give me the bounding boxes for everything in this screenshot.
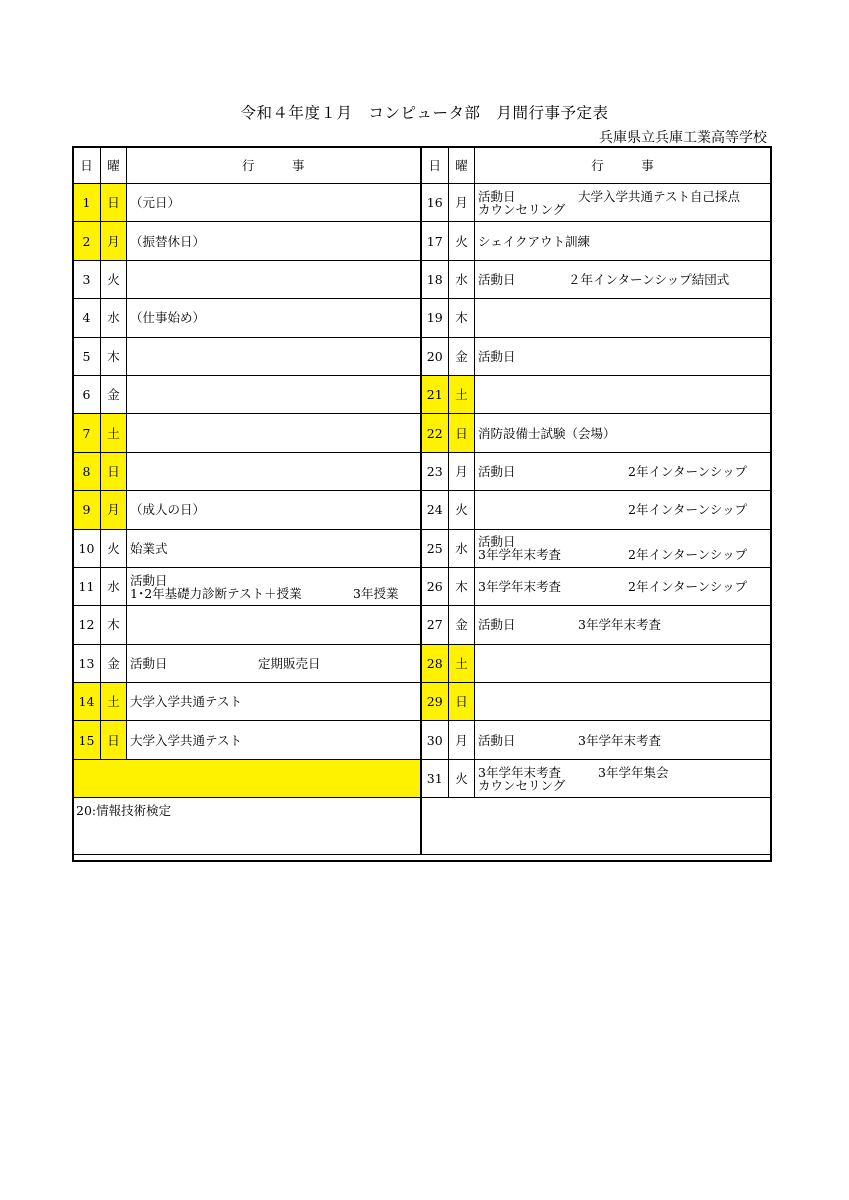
- event-cell: [127, 567, 421, 605]
- day-row: [73, 683, 771, 721]
- event-text: 活動日: [478, 188, 516, 204]
- event-cell: [475, 452, 771, 490]
- event-text: 大学入学共通テスト: [130, 732, 243, 748]
- day-number: 21: [421, 375, 449, 413]
- weekday: 土: [449, 644, 475, 682]
- event-cell: [475, 337, 771, 375]
- event-text: 3年学年末考査: [578, 732, 661, 748]
- day-number: 11: [73, 567, 101, 605]
- memo-right: [421, 798, 771, 855]
- event-text: 3年学年末考査: [578, 617, 661, 633]
- event-text: 2年インターンシップ: [628, 463, 748, 479]
- weekday: 火: [449, 491, 475, 529]
- event-text: 2年インターンシップ: [628, 502, 748, 518]
- day-number: 3: [73, 260, 101, 298]
- day-number: 27: [421, 606, 449, 644]
- weekday: 日: [101, 721, 127, 759]
- event-cell: [475, 375, 771, 413]
- event-cell: [475, 491, 771, 529]
- weekday: 土: [101, 414, 127, 452]
- weekday: 月: [101, 222, 127, 260]
- day-number: 4: [73, 299, 101, 337]
- event-text: カウンセリング: [478, 777, 566, 793]
- event-text: シェイクアウト訓練: [478, 233, 591, 249]
- day-number: 17: [421, 222, 449, 260]
- event-cell: [475, 529, 771, 567]
- event-cell: [475, 759, 771, 797]
- memo-text: 20:情報技術検定: [76, 803, 172, 819]
- event-line: [130, 587, 420, 600]
- event-line: [130, 311, 420, 324]
- event-cell: [475, 567, 771, 605]
- event-cell: [127, 452, 421, 490]
- day-number: 9: [73, 491, 101, 529]
- day-number: 10: [73, 529, 101, 567]
- header-row: [73, 147, 771, 184]
- event-text: 大学入学共通テスト自己採点: [578, 188, 741, 204]
- event-cell: [127, 606, 421, 644]
- event-line: [478, 503, 770, 516]
- schedule-table: [72, 146, 771, 855]
- event-text: 3年学年集会: [598, 764, 669, 780]
- event-cell: [127, 414, 421, 452]
- weekday: 火: [449, 222, 475, 260]
- event-cell: [475, 644, 771, 682]
- day-number: 1: [73, 184, 101, 222]
- empty-highlight-cell: [73, 759, 421, 797]
- event-text: 活動日: [130, 572, 168, 588]
- event-text: 3年学年末考査: [478, 579, 561, 595]
- event-cell: [127, 299, 421, 337]
- weekday: 日: [449, 414, 475, 452]
- event-text: 活動日: [130, 655, 168, 671]
- weekday: 月: [449, 452, 475, 490]
- event-cell: [127, 529, 421, 567]
- event-line: [478, 734, 770, 747]
- day-number: 16: [421, 184, 449, 222]
- memo-left: [73, 798, 421, 855]
- event-line: [478, 427, 770, 440]
- weekday: 水: [101, 299, 127, 337]
- weekday: 火: [101, 529, 127, 567]
- day-number: 14: [73, 683, 101, 721]
- event-line: [478, 548, 770, 561]
- event-line: [130, 734, 420, 747]
- event-text: （仕事始め）: [130, 310, 206, 326]
- day-row: [73, 222, 771, 260]
- event-line: [130, 657, 420, 670]
- event-text: 定期販売日: [258, 655, 321, 671]
- day-number: 29: [421, 683, 449, 721]
- day-row: [73, 759, 771, 797]
- day-number: 19: [421, 299, 449, 337]
- event-cell: [127, 337, 421, 375]
- event-cell: [127, 491, 421, 529]
- day-row: [73, 644, 771, 682]
- weekday: 月: [449, 721, 475, 759]
- weekday: 水: [101, 567, 127, 605]
- event-text: カウンセリング: [478, 201, 566, 217]
- event-text: 活動日: [478, 732, 516, 748]
- event-text: 活動日: [478, 534, 516, 550]
- day-number: 5: [73, 337, 101, 375]
- event-text: 活動日: [478, 348, 516, 364]
- day-row: [73, 567, 771, 605]
- day-number: 24: [421, 491, 449, 529]
- day-header: 日: [421, 147, 449, 184]
- weekday: 土: [449, 375, 475, 413]
- day-number: 12: [73, 606, 101, 644]
- event-cell: [127, 222, 421, 260]
- memo-text: [422, 798, 771, 810]
- event-line: [478, 273, 770, 286]
- event-line: [130, 542, 420, 555]
- event-cell: [475, 184, 771, 222]
- event-cell: [475, 222, 771, 260]
- weekday: 火: [449, 759, 475, 797]
- day-number: 28: [421, 644, 449, 682]
- day-row: [73, 184, 771, 222]
- event-line: [478, 190, 770, 203]
- day-number: 31: [421, 759, 449, 797]
- day-row: [73, 452, 771, 490]
- event-line: [130, 503, 420, 516]
- event-text: 3年学年末考査: [478, 547, 561, 563]
- day-number: 23: [421, 452, 449, 490]
- event-cell: [127, 644, 421, 682]
- event-line: [478, 766, 770, 779]
- event-line: [478, 350, 770, 363]
- event-cell: [475, 414, 771, 452]
- day-row: [73, 606, 771, 644]
- day-row: [73, 491, 771, 529]
- day-number: 26: [421, 567, 449, 605]
- event-text: （振替休日）: [130, 233, 206, 249]
- weekday: 日: [449, 683, 475, 721]
- weekday: 金: [449, 337, 475, 375]
- weekday: 日: [101, 452, 127, 490]
- event-line: [478, 580, 770, 593]
- event-text: 活動日: [478, 617, 516, 633]
- event-text: 始業式: [130, 540, 168, 556]
- event-cell: [475, 299, 771, 337]
- event-text: （成人の日）: [130, 502, 206, 518]
- event-line: [130, 196, 420, 209]
- day-number: 30: [421, 721, 449, 759]
- weekday: 火: [101, 260, 127, 298]
- day-header: 日: [73, 147, 101, 184]
- weekday: 木: [101, 337, 127, 375]
- event-text: 3年授業: [353, 585, 399, 601]
- weekday: 月: [101, 491, 127, 529]
- weekday: 金: [101, 375, 127, 413]
- event-cell: [475, 606, 771, 644]
- event-text: 活動日: [478, 271, 516, 287]
- event-line: [478, 779, 770, 792]
- event-text: 大学入学共通テスト: [130, 694, 243, 710]
- event-cell: [475, 260, 771, 298]
- weekday: 月: [449, 184, 475, 222]
- events-header: 行 事: [475, 147, 771, 184]
- day-number: 20: [421, 337, 449, 375]
- weekday: 木: [449, 567, 475, 605]
- weekday: 水: [449, 260, 475, 298]
- event-cell: [127, 184, 421, 222]
- event-text: （元日）: [130, 195, 181, 211]
- day-row: [73, 375, 771, 413]
- day-row: [73, 529, 771, 567]
- event-cell: [475, 721, 771, 759]
- weekday: 水: [449, 529, 475, 567]
- event-text: 2年インターンシップ: [628, 579, 748, 595]
- day-number: 6: [73, 375, 101, 413]
- event-cell: [127, 721, 421, 759]
- event-text: 活動日: [478, 463, 516, 479]
- page-title: 令和４年度１月 コンピュータ部 月間行事予定表: [240, 104, 609, 122]
- event-cell: [127, 683, 421, 721]
- day-row: [73, 414, 771, 452]
- weekday-header: 曜: [449, 147, 475, 184]
- event-line: [130, 574, 420, 587]
- event-text: 2年インターンシップ: [628, 547, 748, 563]
- event-line: [478, 203, 770, 216]
- event-text: ２年インターンシップ結団式: [568, 271, 730, 287]
- day-row: [73, 299, 771, 337]
- day-number: 25: [421, 529, 449, 567]
- day-number: 22: [421, 414, 449, 452]
- events-header: 行 事: [127, 147, 421, 184]
- weekday: 金: [449, 606, 475, 644]
- event-text: 消防設備士試験（会場）: [478, 425, 616, 441]
- day-row: [73, 721, 771, 759]
- event-line: [478, 235, 770, 248]
- day-number: 8: [73, 452, 101, 490]
- event-cell: [127, 375, 421, 413]
- day-number: 15: [73, 721, 101, 759]
- event-cell: [475, 683, 771, 721]
- day-number: 2: [73, 222, 101, 260]
- memo-row: [73, 798, 771, 855]
- day-row: [73, 337, 771, 375]
- event-text: 1･2年基礎力診断テスト＋授業: [130, 585, 302, 601]
- day-row: [73, 260, 771, 298]
- day-number: 7: [73, 414, 101, 452]
- event-line: [130, 235, 420, 248]
- day-number: 13: [73, 644, 101, 682]
- weekday: 土: [101, 683, 127, 721]
- event-line: [478, 618, 770, 631]
- event-text: 3年学年末考査: [478, 764, 561, 780]
- weekday: 日: [101, 184, 127, 222]
- weekday-header: 曜: [101, 147, 127, 184]
- weekday: 木: [449, 299, 475, 337]
- school-name: 兵庫県立兵庫工業高等学校: [599, 130, 767, 146]
- day-number: 18: [421, 260, 449, 298]
- weekday: 金: [101, 644, 127, 682]
- event-cell: [127, 260, 421, 298]
- event-line: [130, 695, 420, 708]
- schedule-sheet: [72, 146, 770, 859]
- weekday: 木: [101, 606, 127, 644]
- event-line: [478, 465, 770, 478]
